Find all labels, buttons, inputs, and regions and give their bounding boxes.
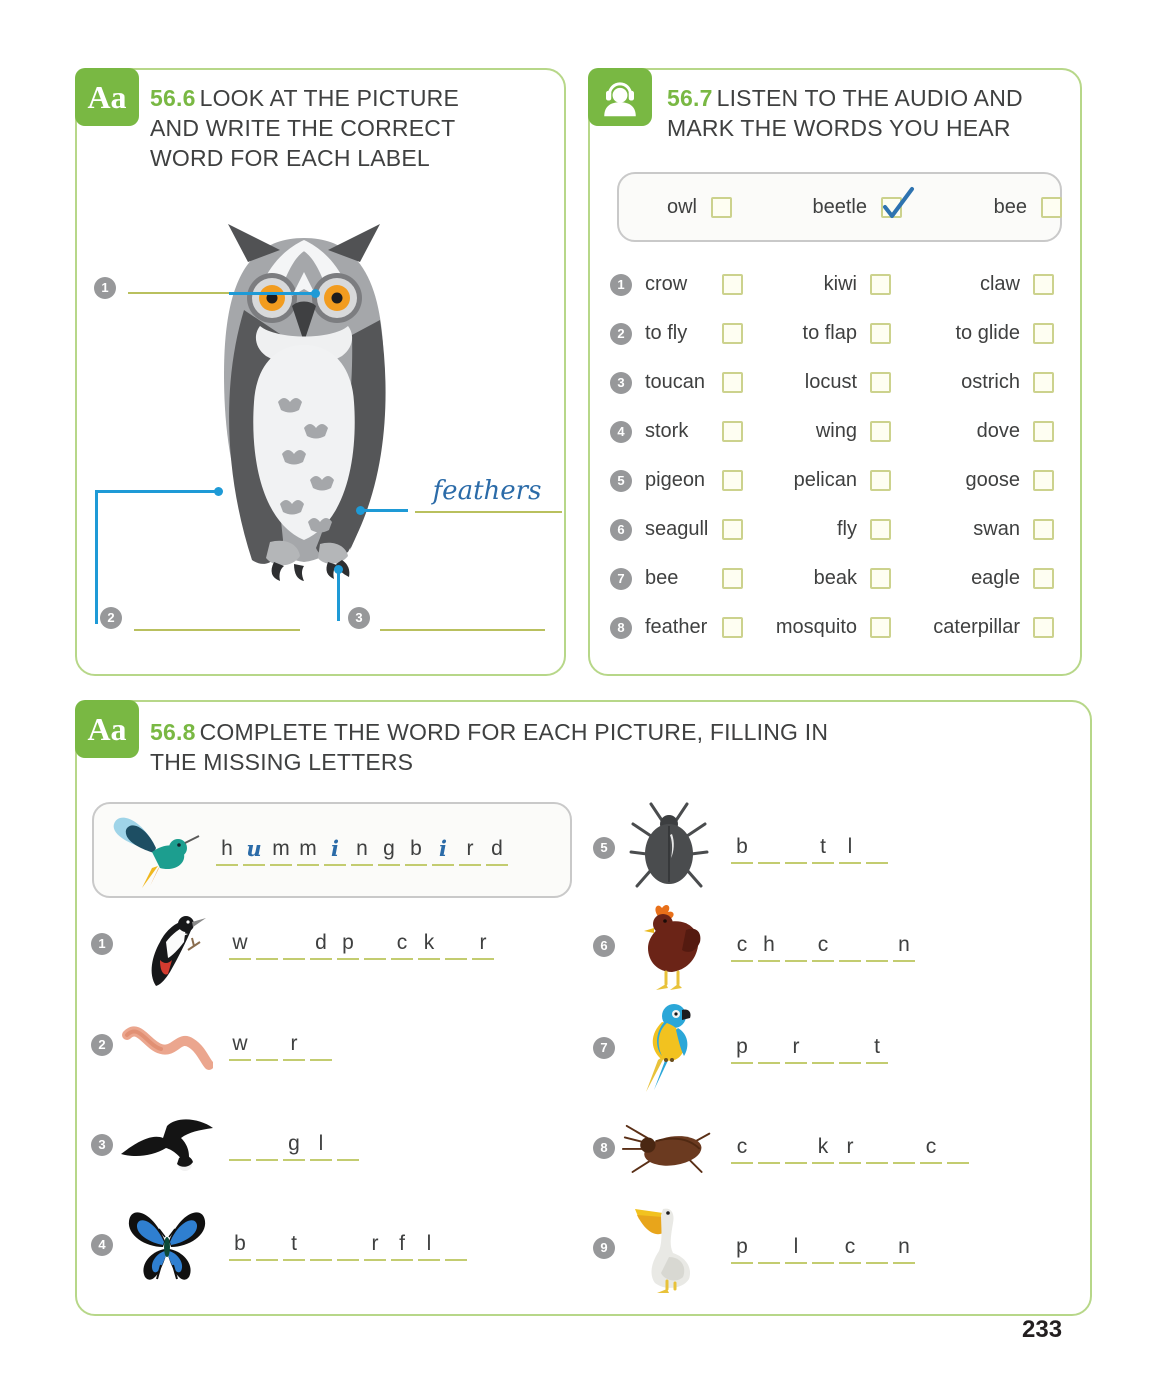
page-number: 233 (1022, 1316, 1063, 1343)
cockroach-image (621, 1119, 717, 1177)
letter-blank[interactable] (445, 928, 467, 960)
aa-vocabulary-badge (75, 68, 139, 126)
checkmark-icon (880, 185, 916, 219)
letter-printed: f (391, 1229, 413, 1261)
audio-word-row (590, 309, 1080, 358)
letter-printed: n (893, 1232, 915, 1264)
letter-printed: r (283, 1029, 305, 1061)
hummingbird-image (108, 810, 200, 890)
owl-label-3-number: 3 (348, 607, 370, 629)
row-number-badge: 6 (610, 519, 632, 541)
pointer-line-3 (337, 569, 340, 621)
letter-printed: r (785, 1032, 807, 1064)
letter-blank[interactable] (229, 1129, 251, 1161)
checkbox[interactable] (1033, 323, 1054, 344)
exercise-title-text: LOOK AT THE PICTURE AND WRITE THE CORRECT WORD FOR EACH LABEL (150, 85, 459, 171)
word-label: bee (645, 567, 679, 589)
checkbox[interactable] (870, 274, 891, 295)
headphones-person-icon (598, 76, 642, 118)
letter-printed: c (812, 930, 834, 962)
butterfly-image (125, 1203, 209, 1287)
item-8 (593, 1102, 974, 1194)
word-label: swan (973, 518, 1020, 540)
letter-printed: b (229, 1229, 251, 1261)
checkbox[interactable] (711, 197, 732, 218)
item-3 (91, 1099, 364, 1191)
word-label: beak (813, 567, 857, 589)
word-blanks (731, 832, 893, 864)
answer-line-feathers (415, 511, 562, 513)
letter-printed: l (785, 1232, 807, 1264)
word-blanks (731, 930, 920, 962)
audio-word-row (590, 603, 1080, 652)
letter-printed: c (839, 1232, 861, 1264)
word-blanks (731, 1232, 920, 1264)
item-2 (91, 999, 337, 1091)
word-label: pigeon (645, 469, 706, 491)
letter-blank[interactable] (947, 1132, 969, 1164)
checkbox[interactable] (870, 470, 891, 491)
checkbox[interactable] (722, 421, 743, 442)
word-label: mosquito (775, 616, 857, 638)
letter-blank[interactable] (866, 832, 888, 864)
checkbox[interactable] (1033, 372, 1054, 393)
row-number-badge: 5 (610, 470, 632, 492)
checkbox[interactable] (1041, 197, 1062, 218)
word-label: eagle (971, 567, 1020, 589)
parrot-image (632, 1000, 706, 1096)
example-word-label: beetle (812, 195, 867, 218)
letter-blank[interactable] (310, 1029, 332, 1061)
item-5 (593, 802, 893, 894)
letter-handwritten: i (432, 834, 454, 866)
owl-label-1-number: 1 (94, 277, 116, 299)
audio-word-row (590, 407, 1080, 456)
word-label: to glide (955, 322, 1020, 344)
audio-word-row (590, 456, 1080, 505)
letter-printed: h (216, 834, 238, 866)
answer-line-3[interactable] (380, 629, 545, 631)
letter-printed: g (378, 834, 400, 866)
exercise-566-panel (75, 68, 566, 676)
item-number-badge: 1 (91, 933, 113, 955)
exercise-567-title (667, 84, 1047, 144)
word-blanks (229, 1129, 364, 1161)
pointer-dot-2 (214, 487, 223, 496)
pointer-line-1 (229, 292, 315, 295)
letter-printed: t (866, 1032, 888, 1064)
word-label: locust (804, 371, 857, 393)
example-word-label: bee (993, 195, 1027, 218)
exercise-568-panel (75, 700, 1092, 1316)
pointer-line-feathers (362, 509, 408, 512)
checkbox[interactable] (722, 568, 743, 589)
item-number-badge: 6 (593, 935, 615, 957)
word-label: to flap (802, 322, 857, 344)
row-number-badge: 4 (610, 421, 632, 443)
letter-printed: t (283, 1229, 305, 1261)
audio-example-box (617, 172, 1062, 242)
checkbox[interactable] (870, 519, 891, 540)
letter-printed: k (418, 928, 440, 960)
audio-word-row (590, 505, 1080, 554)
checkbox[interactable] (1033, 617, 1054, 638)
letter-printed: w (229, 928, 251, 960)
exercise-number: 56.8 (150, 719, 196, 745)
item-number-badge: 5 (593, 837, 615, 859)
checkbox[interactable] (722, 274, 743, 295)
pointer-dot-3 (334, 565, 343, 574)
letter-blank[interactable] (866, 1132, 888, 1164)
word-label: kiwi (823, 273, 857, 295)
letter-printed: n (351, 834, 373, 866)
exercise-568-title (150, 718, 850, 778)
checkbox[interactable] (1033, 519, 1054, 540)
letter-printed: r (364, 1229, 386, 1261)
letter-printed: c (391, 928, 413, 960)
word-label: stork (645, 420, 689, 442)
letter-blank[interactable] (812, 1032, 834, 1064)
letter-blank[interactable] (256, 928, 278, 960)
letter-printed: l (310, 1129, 332, 1161)
row-number-badge: 3 (610, 372, 632, 394)
exercise-566-title (150, 84, 510, 174)
letter-blank[interactable] (256, 1029, 278, 1061)
letter-blank[interactable] (758, 1032, 780, 1064)
checkbox[interactable] (1033, 274, 1054, 295)
word-label: dove (976, 420, 1020, 442)
pointer-dot-1 (311, 289, 320, 298)
row-number-badge: 1 (610, 274, 632, 296)
item-number-badge: 9 (593, 1237, 615, 1259)
checkbox[interactable] (870, 421, 891, 442)
word-label: pelican (793, 469, 857, 491)
item-4 (91, 1199, 472, 1291)
example-word-label: owl (666, 195, 697, 218)
exercise-number: 56.7 (667, 85, 713, 111)
checkbox[interactable] (722, 519, 743, 540)
aa-badge-label: Aa (87, 78, 127, 115)
aa-badge-label: Aa (87, 710, 127, 747)
letter-printed: p (731, 1032, 753, 1064)
checkbox[interactable] (1033, 470, 1054, 491)
item-number-badge: 4 (91, 1234, 113, 1256)
letter-blank[interactable] (866, 1232, 888, 1264)
letter-printed: h (758, 930, 780, 962)
answer-line-1[interactable] (128, 292, 229, 294)
item-1 (91, 898, 499, 990)
item-number-badge: 2 (91, 1034, 113, 1056)
letter-blank[interactable] (364, 928, 386, 960)
checkbox[interactable] (870, 372, 891, 393)
letter-printed: b (731, 832, 753, 864)
checkbox[interactable] (1033, 568, 1054, 589)
chicken-image (630, 900, 708, 992)
letter-printed: m (297, 834, 319, 866)
answer-line-2[interactable] (134, 629, 300, 631)
letter-blank[interactable] (866, 930, 888, 962)
woodpecker-image (126, 898, 208, 990)
exercise-number: 56.6 (150, 85, 196, 111)
word-label: goose (965, 469, 1020, 491)
feathers-handwritten-answer: feathers (432, 476, 542, 506)
letter-printed: r (472, 928, 494, 960)
letter-printed: c (731, 1132, 753, 1164)
letter-printed: c (731, 930, 753, 962)
item-7 (593, 1002, 893, 1094)
example-word-blanks (216, 834, 513, 866)
letter-printed: r (839, 1132, 861, 1164)
beetle-image (629, 802, 709, 894)
letter-printed: r (459, 834, 481, 866)
letter-blank[interactable] (785, 832, 807, 864)
audio-badge (588, 68, 652, 126)
letters-example-box (92, 802, 572, 898)
exercise-title-text: COMPLETE THE WORD FOR EACH PICTURE, FILLING IN THE MISSING LETTERS (150, 719, 829, 775)
letter-printed: p (337, 928, 359, 960)
row-number-badge: 8 (610, 617, 632, 639)
letter-printed: n (893, 930, 915, 962)
letter-blank[interactable] (812, 1232, 834, 1264)
pelican-image (629, 1201, 709, 1295)
letter-blank[interactable] (839, 1032, 861, 1064)
letter-blank[interactable] (337, 1129, 359, 1161)
word-blanks (731, 1132, 974, 1164)
checkbox[interactable] (722, 323, 743, 344)
letter-blank[interactable] (337, 1229, 359, 1261)
letter-blank[interactable] (839, 930, 861, 962)
letter-handwritten: i (324, 834, 346, 866)
worm-image (121, 1019, 213, 1071)
letter-printed: w (229, 1029, 251, 1061)
letter-blank[interactable] (893, 1132, 915, 1164)
letter-printed: l (839, 832, 861, 864)
word-label: claw (979, 273, 1020, 295)
letter-printed: k (812, 1132, 834, 1164)
row-number-badge: 2 (610, 323, 632, 345)
letter-printed: m (270, 834, 292, 866)
checkbox[interactable] (870, 568, 891, 589)
letter-blank[interactable] (256, 1229, 278, 1261)
letter-printed: l (418, 1229, 440, 1261)
word-label: feather (645, 616, 708, 638)
letter-blank[interactable] (310, 1229, 332, 1261)
word-label: crow (645, 273, 688, 295)
checkbox[interactable] (722, 372, 743, 393)
word-blanks (229, 1029, 337, 1061)
item-number-badge: 3 (91, 1134, 113, 1156)
item-6 (593, 900, 920, 992)
word-label: to fly (645, 322, 688, 344)
letter-printed: b (405, 834, 427, 866)
letter-blank[interactable] (256, 1129, 278, 1161)
checkbox[interactable] (722, 470, 743, 491)
item-number-badge: 7 (593, 1037, 615, 1059)
letter-blank[interactable] (785, 930, 807, 962)
checkbox-checked[interactable] (881, 197, 902, 218)
exercise-567-panel (588, 68, 1082, 676)
letter-blank[interactable] (283, 928, 305, 960)
letter-blank[interactable] (785, 1132, 807, 1164)
word-blanks (229, 1229, 472, 1261)
word-blanks (731, 1032, 893, 1064)
letter-printed: t (812, 832, 834, 864)
pointer-line-2-vertical (95, 490, 98, 624)
checkbox[interactable] (870, 617, 891, 638)
eagle-image (119, 1114, 215, 1176)
letter-printed: d (310, 928, 332, 960)
letter-handwritten: u (243, 834, 265, 866)
checkbox[interactable] (1033, 421, 1054, 442)
checkbox[interactable] (870, 323, 891, 344)
letter-printed: p (731, 1232, 753, 1264)
word-label: fly (837, 518, 857, 540)
item-9 (593, 1202, 920, 1294)
word-label: caterpillar (933, 616, 1020, 638)
exercise-title-text: LISTEN TO THE AUDIO AND MARK THE WORDS YOU HEAR (667, 85, 1023, 141)
letter-printed: g (283, 1129, 305, 1161)
letter-blank[interactable] (758, 1132, 780, 1164)
audio-word-row (590, 358, 1080, 407)
word-label: seagull (645, 518, 709, 540)
word-label: ostrich (961, 371, 1020, 393)
checkbox[interactable] (722, 617, 743, 638)
letter-printed: d (486, 834, 508, 866)
item-number-badge: 8 (593, 1137, 615, 1159)
word-blanks (229, 928, 499, 960)
row-number-badge: 7 (610, 568, 632, 590)
audio-word-row (590, 554, 1080, 603)
owl-image (182, 210, 427, 610)
letter-printed: c (920, 1132, 942, 1164)
letter-blank[interactable] (758, 1232, 780, 1264)
owl-label-2-number: 2 (100, 607, 122, 629)
audio-word-row (590, 260, 1080, 309)
letter-blank[interactable] (445, 1229, 467, 1261)
word-label: toucan (645, 371, 706, 393)
aa-vocabulary-badge (75, 700, 139, 758)
letter-blank[interactable] (758, 832, 780, 864)
audio-word-rows (590, 260, 1080, 652)
pointer-line-2-horizontal (95, 490, 217, 493)
word-label: wing (815, 420, 857, 442)
